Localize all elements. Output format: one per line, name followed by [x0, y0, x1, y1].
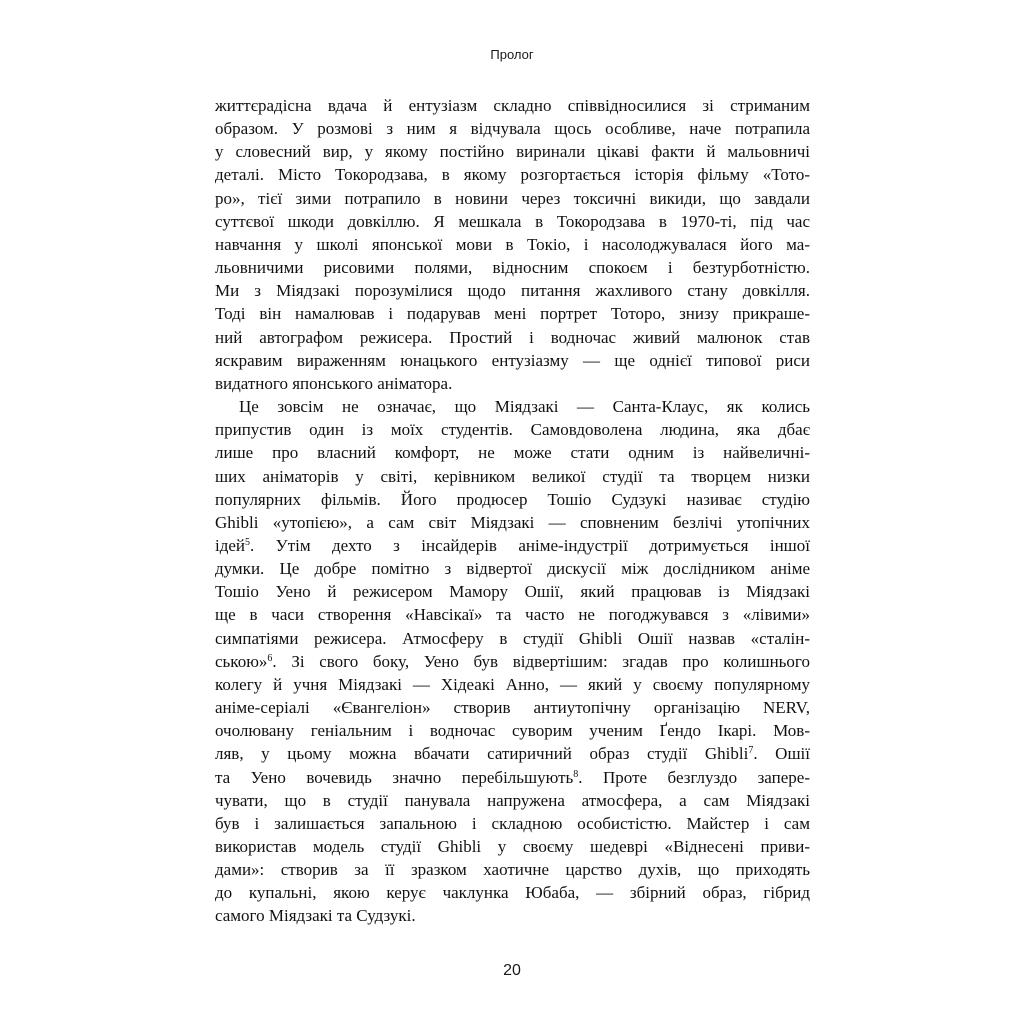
- footnote-ref-6[interactable]: 6: [267, 652, 273, 664]
- text-line: ро», тієї зими потрапило в новини через токсичні викиди, що завдали: [215, 188, 810, 208]
- text-line: колегу й учня Міядзакі — Хідеакі Анно, — який у своєму популярному: [215, 674, 810, 694]
- text-line: популярних фільмів. Його продюсер Тошіо Судзукі називає студію: [215, 489, 810, 509]
- text-run: ською»: [215, 651, 268, 671]
- text-line: чувати, що в студії панувала напружена атмосфера, а сам Міядзакі: [215, 790, 810, 810]
- text-run: ідей: [215, 535, 246, 555]
- text-line: [215, 742, 810, 765]
- text-line: життєрадісна вдача й ентузіазм складно співвідносилися зі стриманим: [215, 96, 810, 115]
- text-line: ших аніматорів у світі, керівником великої студії та творцем низки: [215, 466, 810, 486]
- text-run: . Проте безглуздо запере-: [578, 767, 810, 787]
- text-line: [215, 650, 810, 673]
- text-line: суттєвої шкоди довкіллю. Я мешкала в Токородзава в 1970-ті, під час: [215, 211, 810, 231]
- text-line: образом. У розмові з ним я відчувала щось особливе, наче потрапила: [215, 119, 810, 139]
- text-line: у словесний вир, у якому постійно виринали цікаві факти й мальовничі: [215, 142, 810, 162]
- footnote-ref-5[interactable]: 5: [245, 536, 251, 548]
- text-line: Тоді він намалював і подарував мені портрет Тоторо, знизу прикраше-: [215, 304, 810, 324]
- text-line: дами»: створив за її зразком хаотичне царство духів, що приходять: [215, 860, 810, 880]
- body-text: [215, 94, 810, 928]
- text-line: очолювану геніальним і водночас суворим ученим Ґендо Ікарі. Мов-: [215, 721, 810, 741]
- text-line: ний автографом режисера. Простий і водночас живий малюнок став: [215, 327, 810, 347]
- text-line: Тошіо Уено й режисером Мамору Ошії, який працював із Міядзакі: [215, 582, 810, 602]
- page-number: 20: [503, 962, 521, 979]
- text-line: Ми з Міядзакі порозумілися щодо питання жахливого стану довкілля.: [215, 281, 810, 301]
- text-line: ще в часи створення «Навсікаї» та часто не погоджувався з «лівими»: [215, 605, 810, 625]
- footnote-ref-8[interactable]: 8: [573, 768, 579, 780]
- footnote-ref-7[interactable]: 7: [748, 745, 754, 757]
- text-line: аніме-серіалі «Євангеліон» створив антиутопічну організацію NERV,: [215, 698, 810, 718]
- text-line: Це зовсім не означає, що Міядзакі — Санта-Клаус, як колись: [239, 397, 810, 417]
- text-line: деталі. Місто Токородзава, в якому розгортається історія фільму «Тото-: [215, 165, 810, 185]
- text-line: самого Міядзакі та Судзукі.: [215, 906, 416, 926]
- text-line: яскравим вираженням юнацького ентузіазму — ще однієї типової риси: [215, 350, 810, 370]
- text-run: та Уено вочевидь значно перебільшують: [215, 767, 574, 787]
- text-line: використав модель студії Ghibli у своєму шедеврі «Віднесені приви-: [215, 837, 810, 856]
- paragraph-1: [215, 94, 810, 395]
- text-line: до купальні, якою керує чаклунка Юбаба, — збірний образ, гібрид: [215, 883, 810, 903]
- text-line: навчання у школі японської мови в Токіо, і насолоджувалася його ма-: [215, 234, 810, 254]
- text-line: думки. Це добре помітно з відвертої дискусії між дослідником аніме: [215, 559, 810, 579]
- text-line: був і залишається запальною і складною особистістю. Майстер і сам: [215, 813, 810, 833]
- running-head: Пролог: [490, 47, 534, 62]
- text-line: [215, 766, 810, 789]
- text-run: ляв, у цьому можна вбачати сатиричний образ студії Ghibli: [215, 744, 749, 764]
- paragraph-2: [215, 395, 810, 928]
- text-run: . Утім дехто з інсайдерів аніме-індустрії дотримується іншої: [250, 535, 810, 555]
- text-run: . Ошії: [753, 744, 810, 764]
- text-line: симпатіями режисера. Атмосферу в студії Ghibli Ошії назвав «сталін-: [215, 628, 810, 648]
- text-line: лише про власний комфорт, не може стати одним із найвеличні-: [215, 443, 810, 463]
- text-line: льовничими рисовими полями, відносним спокоєм і безтурботністю.: [215, 258, 810, 278]
- text-line: припустив один із моїх студентів. Самовдоволена людина, яка дбає: [215, 420, 810, 440]
- text-line: Ghibli «утопією», а сам світ Міядзакі — сповненим безлічі утопічних: [215, 512, 810, 532]
- text-line: видатного японського аніматора.: [215, 373, 453, 393]
- text-line: [215, 534, 810, 557]
- text-run: . Зі свого боку, Уено був відвертішим: згадав про колишнього: [272, 651, 810, 671]
